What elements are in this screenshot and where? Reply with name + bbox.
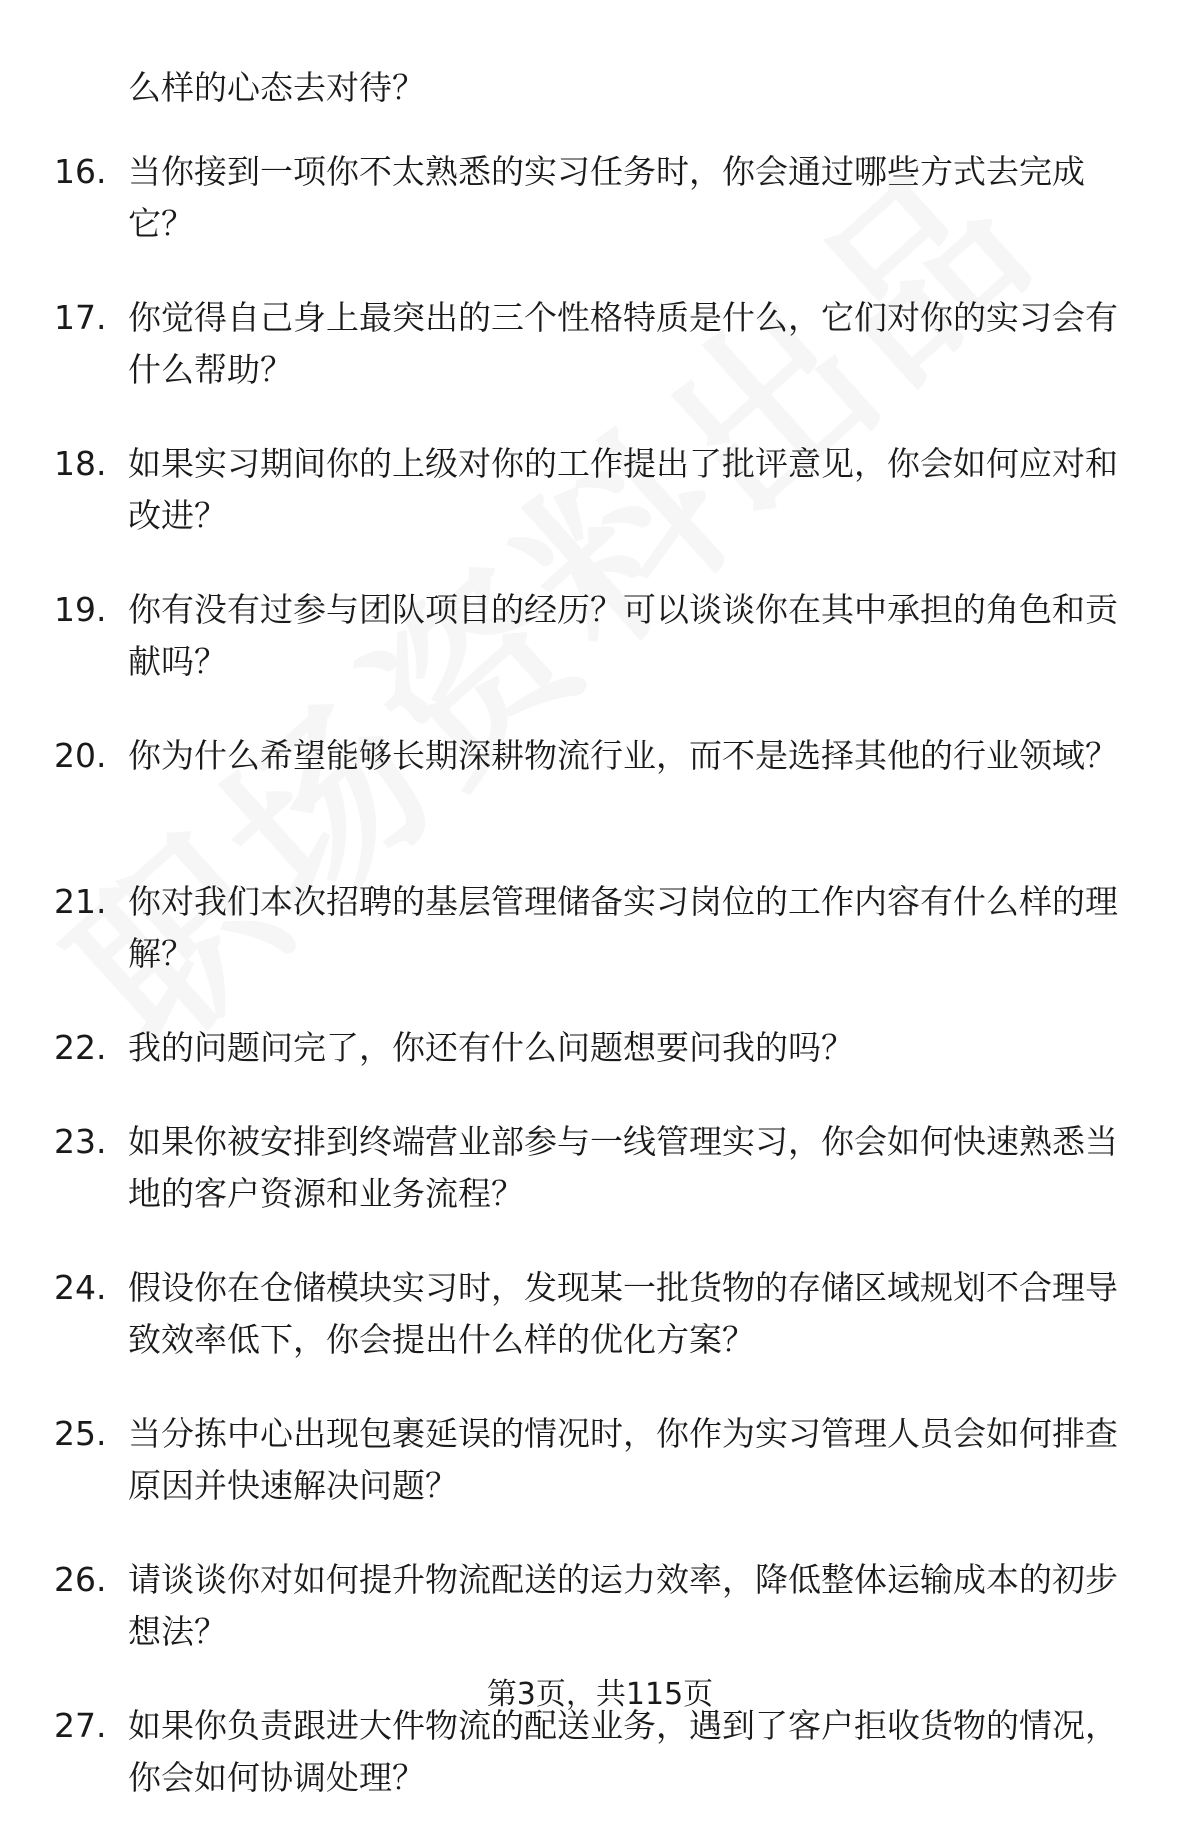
question-item	[0, 584, 1200, 700]
question-item	[0, 292, 1200, 408]
question-text: 你觉得自己身上最突出的三个性格特质是什么，它们对你的实习会有什么帮助？	[128, 298, 1118, 389]
question-text: 如果你负责跟进大件物流的配送业务，遇到了客户拒收货物的情况，你会如何协调处理？	[128, 1706, 1118, 1797]
question-item	[0, 438, 1200, 554]
question-list	[0, 146, 1200, 1846]
question-text: 当你接到一项你不太熟悉的实习任务时，你会通过哪些方式去完成它？	[128, 152, 1085, 243]
question-number: 24.	[54, 1268, 107, 1307]
question-number: 21.	[54, 882, 107, 921]
question-item	[0, 1116, 1200, 1232]
question-number: 22.	[54, 1028, 107, 1067]
question-number: 25.	[54, 1414, 107, 1453]
question-number: 19.	[54, 590, 107, 629]
question-item	[0, 1262, 1200, 1378]
question-item	[0, 876, 1200, 992]
question-text: 你为什么希望能够长期深耕物流行业，而不是选择其他的行业领域？	[128, 736, 1118, 775]
question-item	[0, 1554, 1200, 1670]
question-number: 26.	[54, 1560, 107, 1599]
page-footer: 第3页，共115页	[486, 1677, 714, 1712]
question-item	[0, 1022, 1200, 1074]
question-text: 当分拣中心出现包裹延误的情况时，你作为实习管理人员会如何排查原因并快速解决问题？	[128, 1414, 1118, 1505]
question-item	[0, 146, 1200, 262]
question-text: 假设你在仓储模块实习时，发现某一批货物的存储区域规划不合理导致效率低下，你会提出什么样的优化方案？	[128, 1268, 1118, 1359]
question-text: 请谈谈你对如何提升物流配送的运力效率，降低整体运输成本的初步想法？	[128, 1560, 1118, 1651]
question-text: 你对我们本次招聘的基层管理储备实习岗位的工作内容有什么样的理解？	[128, 882, 1118, 973]
question-number: 16.	[54, 152, 107, 191]
question-number: 18.	[54, 444, 107, 483]
question-item	[0, 730, 1200, 846]
question-number: 20.	[54, 736, 107, 775]
question-item	[0, 1408, 1200, 1524]
question-text: 如果实习期间你的上级对你的工作提出了批评意见，你会如何应对和改进？	[128, 444, 1118, 535]
question-text: 如果你被安排到终端营业部参与一线管理实习，你会如何快速熟悉当地的客户资源和业务流程？	[128, 1122, 1118, 1213]
question-item	[0, 1700, 1200, 1816]
question-number: 17.	[54, 298, 107, 337]
question-text: 我的问题问完了，你还有什么问题想要问我的吗？	[128, 1028, 854, 1067]
question-number: 23.	[54, 1122, 107, 1161]
continuation-text: 么样的心态去对待？	[128, 68, 425, 107]
question-text: 你有没有过参与团队项目的经历？可以谈谈你在其中承担的角色和贡献吗？	[128, 590, 1118, 681]
question-number: 27.	[54, 1706, 107, 1745]
